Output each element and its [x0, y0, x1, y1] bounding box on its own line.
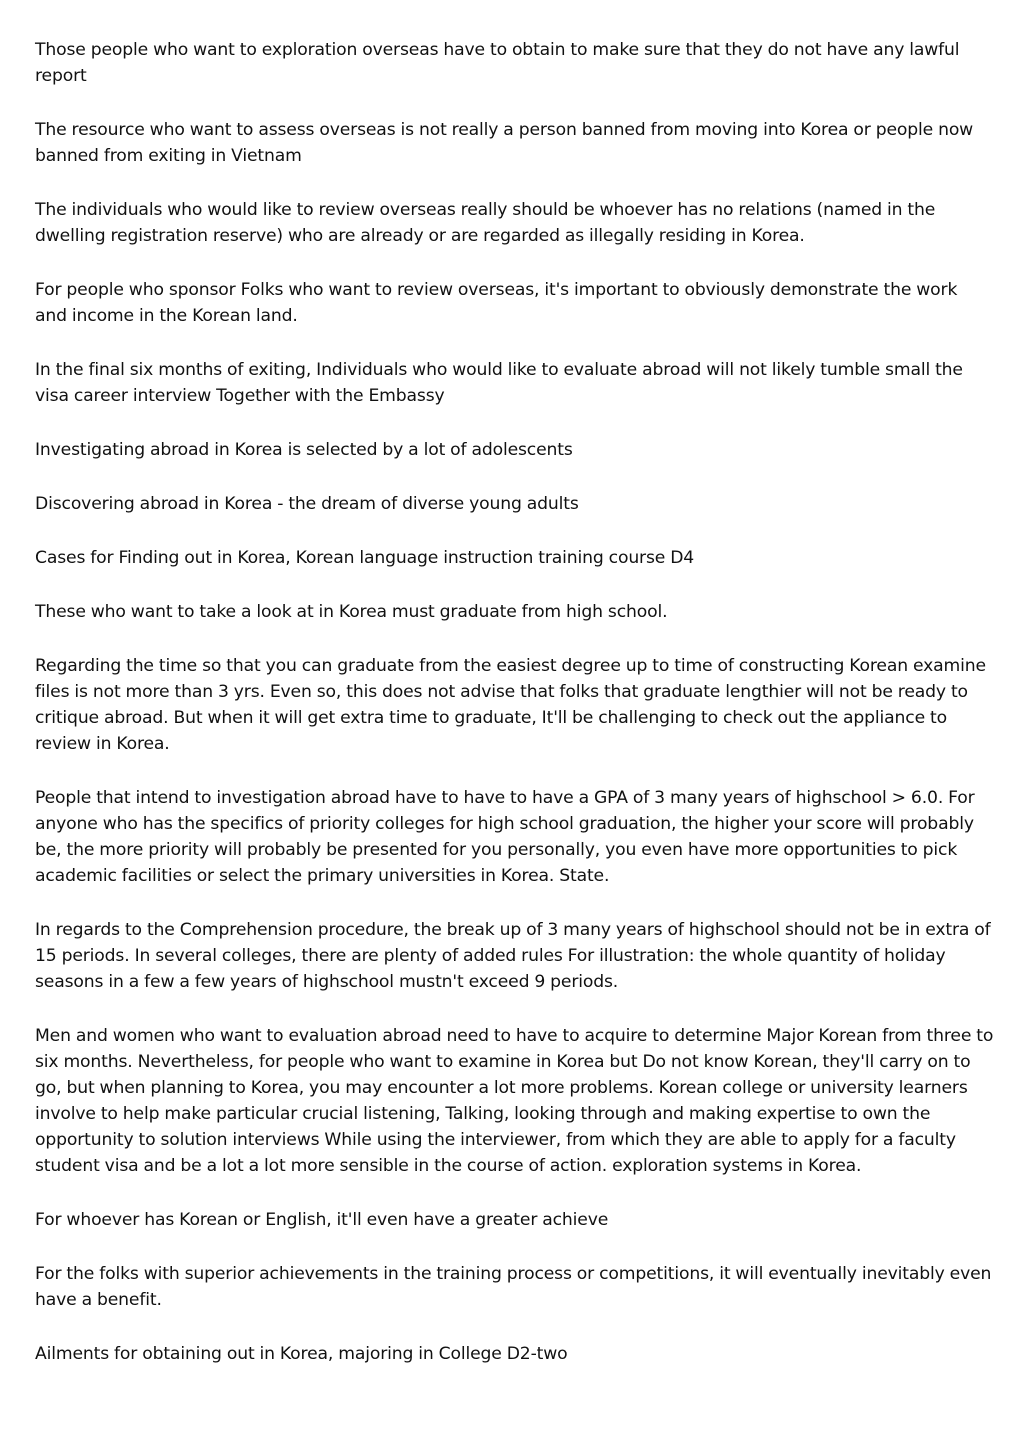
paragraph: Discovering abroad in Korea - the dream of diverse young adults — [35, 494, 579, 514]
paragraph: The resource who want to assess overseas is not really a person banned from moving into Korea or people now banned from exiting in Vietnam — [35, 120, 974, 166]
paragraph: Those people who want to exploration overseas have to obtain to make sure that they do not have any lawful report — [35, 40, 960, 86]
paragraph: Regarding the time so that you can graduate from the easiest degree up to time of constructing Korean examine files is not more than 3 yrs. Even so, this does not advise that folks that graduate lengthier will not be ready to critique abroad. But when it will get extra time to graduate, It'll be challenging to check out the appliance to review in Korea. — [35, 656, 986, 754]
paragraph: For whoever has Korean or English, it'll even have a greater achieve — [35, 1210, 609, 1230]
paragraph: Investigating abroad in Korea is selected by a lot of adolescents — [35, 440, 573, 460]
paragraph: People that intend to investigation abroad have to have to have a GPA of 3 many years of highschool > 6.0. For anyone who has the specifics of priority colleges for high school graduation, the higher your score will probably be, the more priority will probably be presented for you personally, you even have more opportunities to pick academic facilities or select the primary universities in Korea. State. — [35, 788, 975, 886]
paragraph: The individuals who would like to review overseas really should be whoever has no relations (named in the dwelling registration reserve) who are already or are regarded as illegally residing in Korea. — [35, 200, 936, 246]
paragraph: For the folks with superior achievements in the training process or competitions, it will eventually inevitably even have a benefit. — [35, 1264, 992, 1310]
paragraph: Men and women who want to evaluation abroad need to have to acquire to determine Major Korean from three to six months. Nevertheless, for people who want to examine in Korea but Do not know Korean, they'll carry on to go, but when planning to Korea, you may encounter a lot more problems. Korean college or university learners involve to help make particular crucial listening, Talking, looking through and making expertise to own the opportunity to solution interviews While using the interviewer, from which they are able to apply for a faculty student visa and be a lot a lot more sensible in the course of action. exploration systems in Korea. — [35, 1026, 994, 1176]
paragraph: Ailments for obtaining out in Korea, majoring in College D2-two — [35, 1344, 568, 1364]
paragraph: In regards to the Comprehension procedure, the break up of 3 many years of highschool should not be in extra of 15 periods. In several colleges, there are plenty of added rules For illustration: the whole quantity of holiday seasons in a few a few years of highschool mustn't exceed 9 periods. — [35, 920, 991, 992]
paragraph: These who want to take a look at in Korea must graduate from high school. — [35, 602, 668, 622]
paragraph: Cases for Finding out in Korea, Korean language instruction training course D4 — [35, 548, 695, 568]
paragraph: In the final six months of exiting, Individuals who would like to evaluate abroad will not likely tumble small the visa career interview Together with the Embassy — [35, 360, 963, 406]
paragraph: For people who sponsor Folks who want to review overseas, it's important to obviously demonstrate the work and income in the Korean land. — [35, 280, 958, 326]
